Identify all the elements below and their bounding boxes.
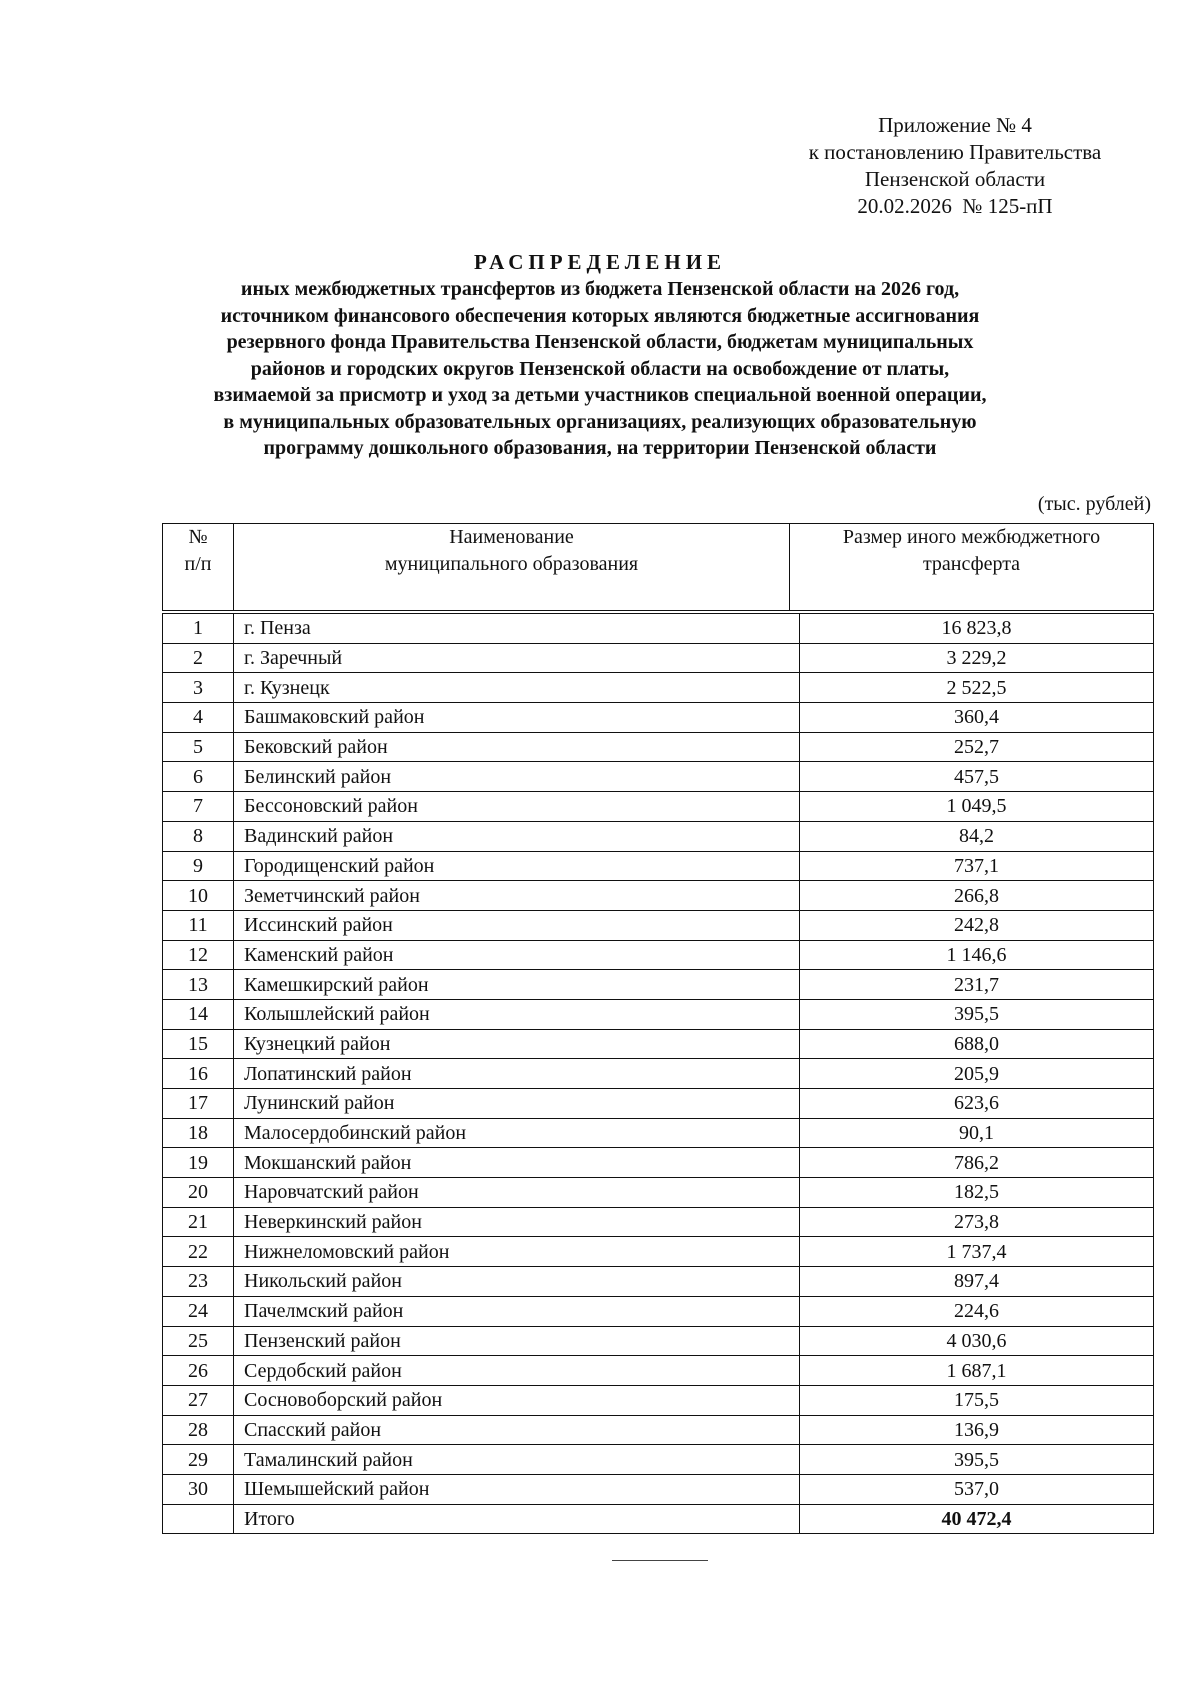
total-row — [163, 1504, 1154, 1534]
table-header-row — [163, 524, 1154, 611]
header-name — [234, 524, 790, 611]
row-number: 27 — [163, 1385, 234, 1415]
row-municipality: Белинский район — [234, 762, 800, 792]
document-subtitle — [150, 276, 1050, 462]
row-number: 30 — [163, 1474, 234, 1504]
row-number: 23 — [163, 1267, 234, 1297]
row-number: 13 — [163, 970, 234, 1000]
row-number: 14 — [163, 999, 234, 1029]
header-number-line1: № — [188, 526, 208, 548]
row-number: 22 — [163, 1237, 234, 1267]
row-number: 4 — [163, 703, 234, 733]
header-name-line1: Наименование — [449, 526, 574, 548]
row-municipality: Наровчатский район — [234, 1178, 800, 1208]
table-row — [163, 910, 1154, 940]
row-amount: 737,1 — [800, 851, 1154, 881]
row-amount: 231,7 — [800, 970, 1154, 1000]
row-amount: 360,4 — [800, 703, 1154, 733]
row-municipality: г. Кузнецк — [234, 673, 800, 703]
subtitle-line: в муниципальных образовательных организациях, реализующих образовательную — [223, 410, 977, 433]
total-amount: 40 472,4 — [800, 1504, 1154, 1534]
table-row — [163, 673, 1154, 703]
table-row — [163, 851, 1154, 881]
row-amount: 3 229,2 — [800, 643, 1154, 673]
table-row — [163, 1445, 1154, 1475]
row-number: 1 — [163, 614, 234, 644]
units-label: (тыс. рублей) — [1037, 493, 1151, 515]
row-municipality: Сосновоборский район — [234, 1385, 800, 1415]
row-amount: 205,9 — [800, 1059, 1154, 1089]
row-amount: 224,6 — [800, 1296, 1154, 1326]
row-number: 5 — [163, 732, 234, 762]
table-header — [162, 523, 1154, 611]
appendix-region: Пензенской области — [864, 167, 1046, 191]
header-amount-line2: трансферта — [922, 553, 1021, 575]
subtitle-line: взимаемой за присмотр и уход за детьми участников специальной военной операции, — [213, 384, 987, 406]
row-municipality: Никольский район — [234, 1267, 800, 1297]
distribution-table — [162, 613, 1154, 1534]
appendix-header — [760, 112, 1150, 220]
row-number: 19 — [163, 1148, 234, 1178]
row-municipality: Городищенский район — [234, 851, 800, 881]
row-number: 12 — [163, 940, 234, 970]
row-amount: 16 823,8 — [800, 614, 1154, 644]
row-municipality: Неверкинский район — [234, 1207, 800, 1237]
table-row — [163, 1029, 1154, 1059]
row-number: 25 — [163, 1326, 234, 1356]
table-row — [163, 999, 1154, 1029]
table-row — [163, 1089, 1154, 1119]
row-amount: 273,8 — [800, 1207, 1154, 1237]
row-municipality: г. Заречный — [234, 643, 800, 673]
table-row — [163, 1148, 1154, 1178]
row-amount: 2 522,5 — [800, 673, 1154, 703]
row-municipality: Нижнеломовский район — [234, 1237, 800, 1267]
row-number: 7 — [163, 792, 234, 822]
row-amount: 182,5 — [800, 1178, 1154, 1208]
table-row — [163, 792, 1154, 822]
row-municipality: Спасский район — [234, 1415, 800, 1445]
row-amount: 252,7 — [800, 732, 1154, 762]
row-amount: 457,5 — [800, 762, 1154, 792]
row-municipality: Башмаковский район — [234, 703, 800, 733]
row-amount: 688,0 — [800, 1029, 1154, 1059]
appendix-date-number: 20.02.2026 № 125-пП — [857, 194, 1053, 218]
row-number: 8 — [163, 821, 234, 851]
row-municipality: Сердобский район — [234, 1356, 800, 1386]
row-amount: 395,5 — [800, 999, 1154, 1029]
row-municipality: Вадинский район — [234, 821, 800, 851]
row-municipality: Малосердобинский район — [234, 1118, 800, 1148]
row-number: 17 — [163, 1089, 234, 1119]
row-number: 10 — [163, 881, 234, 911]
row-amount: 623,6 — [800, 1089, 1154, 1119]
row-amount: 1 687,1 — [800, 1356, 1154, 1386]
row-municipality: Мокшанский район — [234, 1148, 800, 1178]
row-municipality: Пензенский район — [234, 1326, 800, 1356]
header-amount — [790, 524, 1154, 611]
row-amount: 1 146,6 — [800, 940, 1154, 970]
row-municipality: Шемышейский район — [234, 1474, 800, 1504]
row-amount: 242,8 — [800, 910, 1154, 940]
table-row — [163, 1118, 1154, 1148]
row-number: 3 — [163, 673, 234, 703]
header-number-line2: п/п — [184, 553, 212, 575]
subtitle-line: резервного фонда Правительства Пензенской области, бюджетам муниципальных — [226, 331, 974, 353]
row-amount: 4 030,6 — [800, 1326, 1154, 1356]
table-row — [163, 881, 1154, 911]
subtitle-line: программу дошкольного образования, на территории Пензенской области — [263, 437, 937, 459]
row-amount: 266,8 — [800, 881, 1154, 911]
row-amount: 84,2 — [800, 821, 1154, 851]
table-row — [163, 703, 1154, 733]
header-name-line2: муниципального образования — [384, 553, 639, 575]
table-row — [163, 1059, 1154, 1089]
row-number: 2 — [163, 643, 234, 673]
table-row — [163, 1385, 1154, 1415]
table-row — [163, 762, 1154, 792]
table-row — [163, 1296, 1154, 1326]
table-row — [163, 1207, 1154, 1237]
table-row — [163, 1415, 1154, 1445]
row-municipality: Земетчинский район — [234, 881, 800, 911]
row-number: 18 — [163, 1118, 234, 1148]
row-amount: 1 049,5 — [800, 792, 1154, 822]
table-row — [163, 643, 1154, 673]
row-municipality: Бессоновский район — [234, 792, 800, 822]
row-municipality: Лунинский район — [234, 1089, 800, 1119]
row-municipality: Кузнецкий район — [234, 1029, 800, 1059]
row-municipality: г. Пенза — [234, 614, 800, 644]
row-number: 24 — [163, 1296, 234, 1326]
row-amount: 537,0 — [800, 1474, 1154, 1504]
row-amount: 786,2 — [800, 1148, 1154, 1178]
document-title-block — [150, 249, 1050, 462]
table-row — [163, 1326, 1154, 1356]
row-amount: 90,1 — [800, 1118, 1154, 1148]
row-number: 21 — [163, 1207, 234, 1237]
table-row — [163, 1237, 1154, 1267]
table-row — [163, 940, 1154, 970]
header-amount-line1: Размер иного межбюджетного — [842, 526, 1101, 548]
row-amount: 1 737,4 — [800, 1237, 1154, 1267]
table-row — [163, 970, 1154, 1000]
table-row — [163, 614, 1154, 644]
row-number: 11 — [163, 910, 234, 940]
row-amount: 136,9 — [800, 1415, 1154, 1445]
row-number: 28 — [163, 1415, 234, 1445]
total-label: Итого — [234, 1504, 800, 1534]
row-number: 15 — [163, 1029, 234, 1059]
row-number: 20 — [163, 1178, 234, 1208]
table-row — [163, 821, 1154, 851]
subtitle-line: районов и городских округов Пензенской области на освобождение от платы, — [250, 357, 950, 380]
row-municipality: Колышлейский район — [234, 999, 800, 1029]
row-municipality: Каменский район — [234, 940, 800, 970]
row-number: 16 — [163, 1059, 234, 1089]
total-number-cell — [163, 1504, 234, 1534]
row-municipality: Камешкирский район — [234, 970, 800, 1000]
row-number: 29 — [163, 1445, 234, 1475]
subtitle-line: иных межбюджетных трансфертов из бюджета Пензенской области на 2026 год, — [240, 278, 960, 300]
table-body — [163, 614, 1154, 1534]
row-municipality: Бековский район — [234, 732, 800, 762]
row-municipality: Лопатинский район — [234, 1059, 800, 1089]
table-row — [163, 1178, 1154, 1208]
row-amount: 897,4 — [800, 1267, 1154, 1297]
row-municipality: Пачелмский район — [234, 1296, 800, 1326]
row-amount: 175,5 — [800, 1385, 1154, 1415]
appendix-decree-ref: к постановлению Правительства — [808, 140, 1102, 164]
appendix-number: Приложение № 4 — [878, 113, 1032, 137]
row-amount: 395,5 — [800, 1445, 1154, 1475]
row-number: 6 — [163, 762, 234, 792]
row-municipality: Тамалинский район — [234, 1445, 800, 1475]
end-divider — [612, 1560, 708, 1561]
row-number: 26 — [163, 1356, 234, 1386]
subtitle-line: источником финансового обеспечения которых являются бюджетные ассигнования — [220, 304, 980, 327]
document-title: РАСПРЕДЕЛЕНИЕ — [473, 250, 727, 274]
table-row — [163, 1356, 1154, 1386]
table-row — [163, 732, 1154, 762]
table-row — [163, 1267, 1154, 1297]
row-municipality: Иссинский район — [234, 910, 800, 940]
row-number: 9 — [163, 851, 234, 881]
header-number — [163, 524, 234, 611]
table-row — [163, 1474, 1154, 1504]
